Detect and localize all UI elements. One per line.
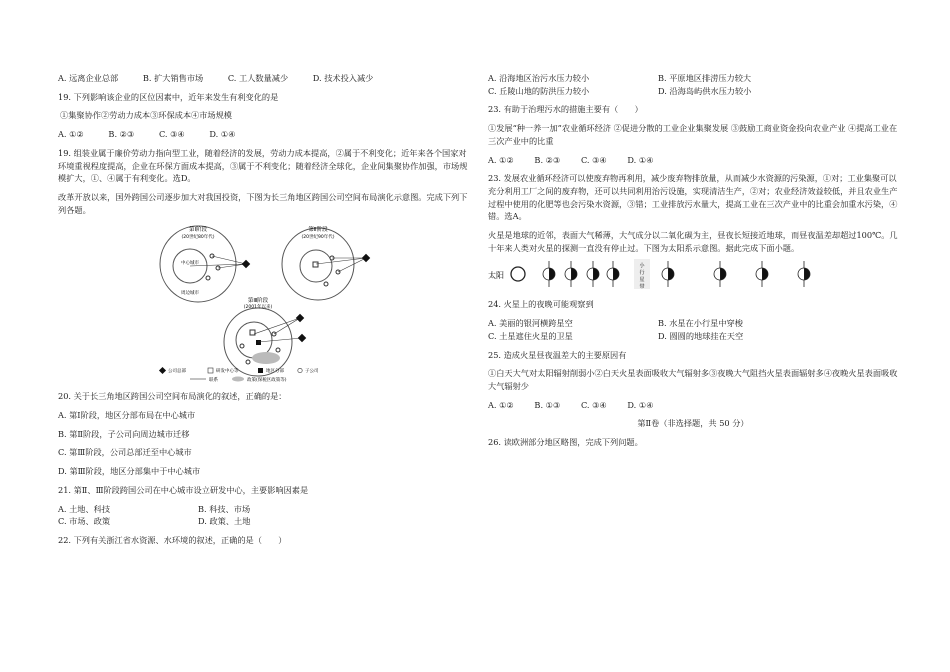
option: D. ①④	[209, 129, 236, 140]
stage3-subtitle: (2001年以来)	[243, 305, 273, 311]
belt-label-4: 带	[639, 284, 645, 290]
option: A. 远离企业总部	[58, 73, 119, 83]
q23-items: ①发展“种一养一加”农业循环经济 ②促进分散的工业企业集聚发展 ③鼓励工商业资金投向农业产业 ④提高工业在三次产业中的比重	[488, 123, 898, 146]
belt-label-2: 行	[639, 270, 645, 277]
q20-stem: 20. 关于长三角地区跨国公司空间布局演化的叙述，正确的是：	[58, 391, 287, 402]
option: B. ①③	[534, 399, 561, 410]
option: D. 圆圆的地球挂在天空	[658, 330, 744, 341]
stage1-subtitle: (20世纪80年代)	[181, 235, 215, 241]
solar-system-figure	[488, 260, 898, 288]
option: D. 技术投入减少	[312, 73, 374, 83]
option: C. 工人数量减少	[227, 73, 289, 83]
option: D. ①④	[627, 399, 654, 410]
section-intro: 改革开放以来，国外跨国公司逐步加大对我国投资，下图为长三角地区跨国公司空间布局演化示意图。完成下列下列各题。	[58, 191, 468, 215]
mars-intro: 火星是地球的近邻，表面大气稀薄，大气成分以二氧化碳为主，昼夜长短接近地球，而昼夜温差却超过100℃。几十年来人类对火星的探测一直没有停止过。下图为太阳系示意图。据此完成下面小题。	[488, 230, 898, 253]
q21-options	[58, 503, 468, 528]
option: C. 丘陵山地的防洪压力较小	[488, 85, 590, 96]
option: A. 土地、科技	[58, 503, 111, 514]
option: D. 沿海岛屿供水压力较小	[658, 85, 752, 96]
q23-stem: 23. 有助于治理污水的措施主要有（ ）	[488, 104, 643, 115]
option: B. 水星在小行星中穿梭	[658, 318, 743, 329]
option: A. ①②	[58, 129, 84, 140]
option: C. 市场、政策	[58, 516, 111, 527]
legend-rd: 研发中心等	[216, 369, 239, 375]
option: B. 平原地区排涝压力较大	[658, 73, 752, 83]
stage1-figure	[160, 225, 250, 302]
solar-system-svg	[488, 259, 818, 289]
q23-options	[488, 154, 898, 167]
stage2-figure	[282, 225, 370, 300]
stage2-subtitle: (20世纪90年代)	[301, 235, 335, 241]
q22-stem: 22. 下列有关浙江省水资源、水环境的叙述，正确的是（ ）	[58, 534, 287, 545]
option: B. 科技、市场	[198, 503, 251, 514]
belt-label-1: 小	[639, 263, 645, 270]
stage3-figure	[224, 296, 306, 376]
sun-label: 太阳	[488, 271, 504, 281]
q25-stem: 25. 造成火星昼夜温差大的主要原因有	[488, 349, 627, 360]
diagram-legend	[159, 367, 319, 382]
outer-planet-icons	[662, 261, 810, 287]
option: A. 美丽的银河横跨星空	[488, 318, 573, 329]
diagram-svg	[150, 222, 390, 382]
option: D. ①④	[627, 154, 654, 165]
q19-items: ①集聚协作②劳动力成本③环保成本④市场规模	[60, 110, 232, 121]
option: D. 政策、土地	[198, 516, 251, 527]
legend-sub: 子公司	[305, 369, 319, 375]
sun-icon	[511, 267, 525, 281]
q21-stem: 21. 第Ⅱ、Ⅲ阶段跨国公司在中心城市设立研发中心，主要影响因素是	[58, 484, 309, 495]
legend-hq: 公司总部	[168, 369, 186, 375]
q22-options	[488, 72, 898, 97]
q20-option-a: A. 第Ⅰ阶段，地区分部布局在中心城市	[58, 410, 196, 421]
belt-label-3: 星	[639, 277, 645, 284]
company-layout-diagram	[150, 222, 390, 382]
q19-options	[58, 128, 468, 141]
legend-link: 联系	[209, 378, 218, 383]
q23-answer: 23. 发展农业循环经济可以使废弃物再利用，减少废弃物排放量，从而减少水资源的污染源，①对；工业集聚可以充分利用工厂之间的废弃物，还可以共同利用治污设施，实现清洁生产，②对；农业经济效益较低，并且农业生产过程中使用的化肥等也会污染水资源，③错；工业排放污水量大，提高工业在三次产业中的比重会加重水污染，④错。选A。	[488, 173, 898, 222]
right-column	[488, 72, 898, 455]
legend-policy: 政策(保税区政策等)	[247, 378, 287, 383]
q24-stem: 24. 火星上的夜晚可能观察到	[488, 299, 594, 310]
q25-options	[488, 399, 898, 412]
q20-option-c: C. 第Ⅲ阶段，公司总部迁至中心城市	[58, 447, 192, 458]
planet-icons	[543, 261, 619, 287]
option: B. 扩大销售市场	[142, 73, 204, 83]
option: B. ②③	[534, 154, 561, 165]
option: A. ①②	[488, 154, 514, 165]
q24-options	[488, 317, 898, 342]
option: A. 沿海地区治污水压力较小	[488, 73, 590, 83]
q20-option-d: D. 第Ⅲ阶段，地区分部集中于中心城市	[58, 466, 201, 477]
q26-stem: 26. 读欧洲部分地区略图，完成下列问题。	[488, 437, 643, 448]
stage2-title: 第Ⅱ阶段	[308, 227, 328, 234]
stage3-title: 第Ⅲ阶段	[247, 298, 269, 305]
q19-answer: 19. 组装业属于廉价劳动力指向型工业，随着经济的发展，劳动力成本提高，②属于不利变化；近年来各个国家对环境重视程度提高，企业在环保方面成本提高，③属于不利变化；随着经济全球化，企业间集聚协作加强，市场规模扩大，①、④属于有利变化。选D。	[58, 147, 468, 184]
periph-city-label: 周边城市	[181, 291, 199, 297]
option: C. ③④	[158, 129, 185, 140]
option: A. ①②	[488, 399, 514, 410]
part2-heading: 第Ⅱ卷（非选择题，共 50 分）	[637, 418, 749, 429]
option: C. ③④	[580, 154, 607, 165]
q19-stem: 19. 下列影响该企业的区位因素中，近年来发生有利变化的是	[58, 91, 279, 102]
q25-items: ①白天大气对太阳辐射削弱小②白天火星表面吸收大气辐射多③夜晚大气阻挡火星表面辐射多④夜晚火星表面吸收大气辐射少	[488, 368, 898, 391]
left-column	[58, 72, 468, 553]
option: C. ③④	[580, 399, 607, 410]
option: C. 土星遮住火星的卫星	[488, 330, 573, 341]
option: B. ②③	[108, 129, 135, 140]
q18-options	[58, 72, 468, 85]
legend-branch: 地区分部	[266, 369, 284, 375]
center-city-label: 中心城市	[181, 261, 199, 267]
stage1-title: 第Ⅰ阶段	[188, 227, 208, 234]
q20-option-b: B. 第Ⅱ阶段，子公司向周边城市迁移	[58, 428, 190, 439]
